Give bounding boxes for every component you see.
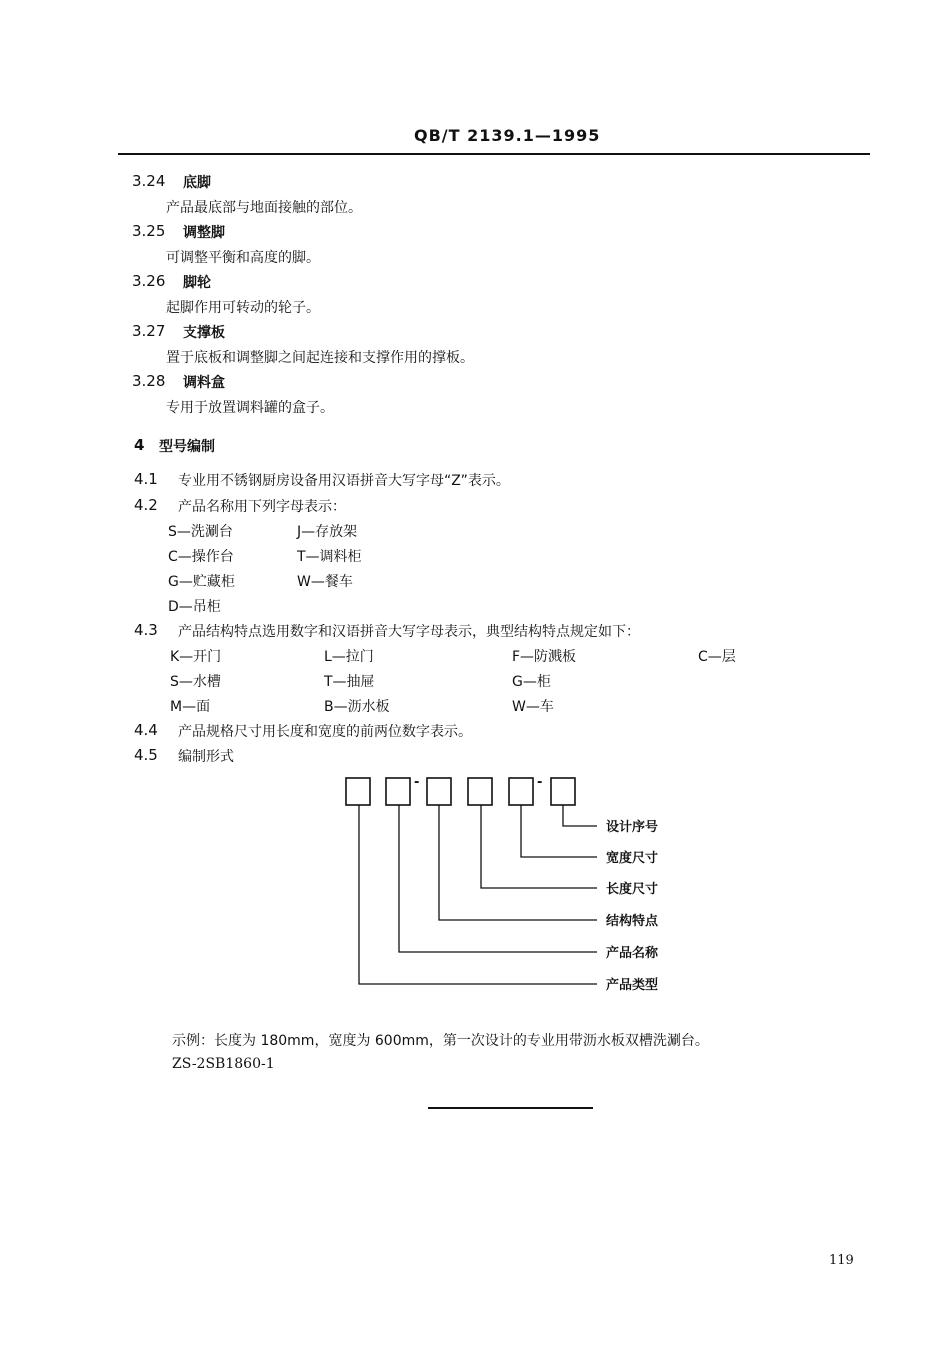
code-item: T—调料柜 — [297, 549, 362, 565]
term-title: 支撑板 — [183, 325, 225, 341]
diagram-label: 产品名称 — [606, 946, 659, 961]
code-box — [509, 778, 533, 805]
clause-text: 产品结构特点选用数字和汉语拼音大写字母表示，典型结构特点规定如下： — [178, 624, 640, 640]
leader-line — [521, 805, 597, 857]
code-item: S—洗涮台 — [168, 524, 233, 540]
code-item: M—面 — [170, 699, 211, 715]
code-item: T—抽屉 — [324, 674, 375, 690]
code-item: J—存放架 — [297, 524, 358, 540]
code-dash: - — [414, 775, 420, 790]
clause-number: 4.4 — [134, 721, 158, 739]
term-definition: 置于底板和调整脚之间起连接和支撑作用的撑板。 — [166, 350, 474, 366]
code-item: W—餐车 — [297, 574, 353, 590]
diagram-label: 产品类型 — [606, 978, 659, 993]
code-item: G—柜 — [512, 674, 551, 690]
term-definition: 可调整平衡和高度的脚。 — [166, 250, 320, 266]
code-box — [346, 778, 370, 805]
clause-number: 4.3 — [134, 621, 158, 639]
code-box — [551, 778, 575, 805]
clause-text: 专业用不锈钢厨房设备用汉语拼音大写字母“Z”表示。 — [178, 473, 510, 489]
diagram-label: 长度尺寸 — [606, 882, 659, 897]
term-definition: 专用于放置调料罐的盒子。 — [166, 400, 334, 416]
code-item: W—车 — [512, 699, 554, 715]
term-number: 3.27 — [132, 322, 166, 340]
clause-number: 4.1 — [134, 470, 158, 488]
diagram-label: 设计序号 — [606, 820, 659, 835]
page-number: 119 — [829, 1253, 854, 1268]
term-number: 3.25 — [132, 222, 166, 240]
clause-text: 编制形式 — [178, 749, 234, 765]
code-item: D—吊柜 — [168, 599, 221, 615]
section-title: 型号编制 — [159, 439, 215, 455]
code-item: L—拉门 — [324, 649, 374, 665]
term-title: 调整脚 — [183, 225, 225, 241]
code-box — [386, 778, 410, 805]
code-item: S—水槽 — [170, 674, 221, 690]
code-dash: - — [537, 775, 543, 790]
clause-number: 4.2 — [134, 496, 158, 514]
term-title: 调料盒 — [183, 375, 225, 391]
diagram-label: 结构特点 — [606, 914, 659, 929]
clause-text: 产品名称用下列字母表示： — [178, 499, 346, 515]
clause-text: 产品规格尺寸用长度和宽度的前两位数字表示。 — [178, 724, 472, 740]
leader-line — [399, 805, 597, 952]
term-definition: 产品最底部与地面接触的部位。 — [166, 200, 362, 216]
code-item: F—防溅板 — [512, 649, 577, 665]
term-title: 底脚 — [183, 175, 211, 191]
leader-line — [359, 805, 597, 984]
leader-line — [481, 805, 597, 888]
term-number: 3.26 — [132, 272, 166, 290]
code-item: C—层 — [698, 649, 736, 665]
section-number: 4 — [134, 436, 145, 454]
code-box — [468, 778, 492, 805]
clause-number: 4.5 — [134, 746, 158, 764]
term-title: 脚轮 — [183, 275, 211, 291]
term-number: 3.24 — [132, 172, 166, 190]
leader-line — [563, 805, 597, 826]
end-rule — [428, 1107, 593, 1109]
standard-number: QB/T 2139.1—1995 — [414, 126, 601, 145]
code-box — [427, 778, 451, 805]
code-item: B—沥水板 — [324, 699, 390, 715]
diagram-label: 宽度尺寸 — [606, 851, 659, 866]
term-definition: 起脚作用可转动的轮子。 — [166, 300, 320, 316]
code-item: C—操作台 — [168, 549, 234, 565]
example-text: 示例：长度为 180mm，宽度为 600mm，第一次设计的专业用带沥水板双槽洗涮台。 — [172, 1033, 709, 1049]
code-item: K—开门 — [170, 649, 222, 665]
leader-line — [439, 805, 597, 920]
example-code: ZS-2SB1860-1 — [172, 1056, 275, 1072]
term-number: 3.28 — [132, 372, 166, 390]
code-item: G—贮藏柜 — [168, 574, 235, 590]
